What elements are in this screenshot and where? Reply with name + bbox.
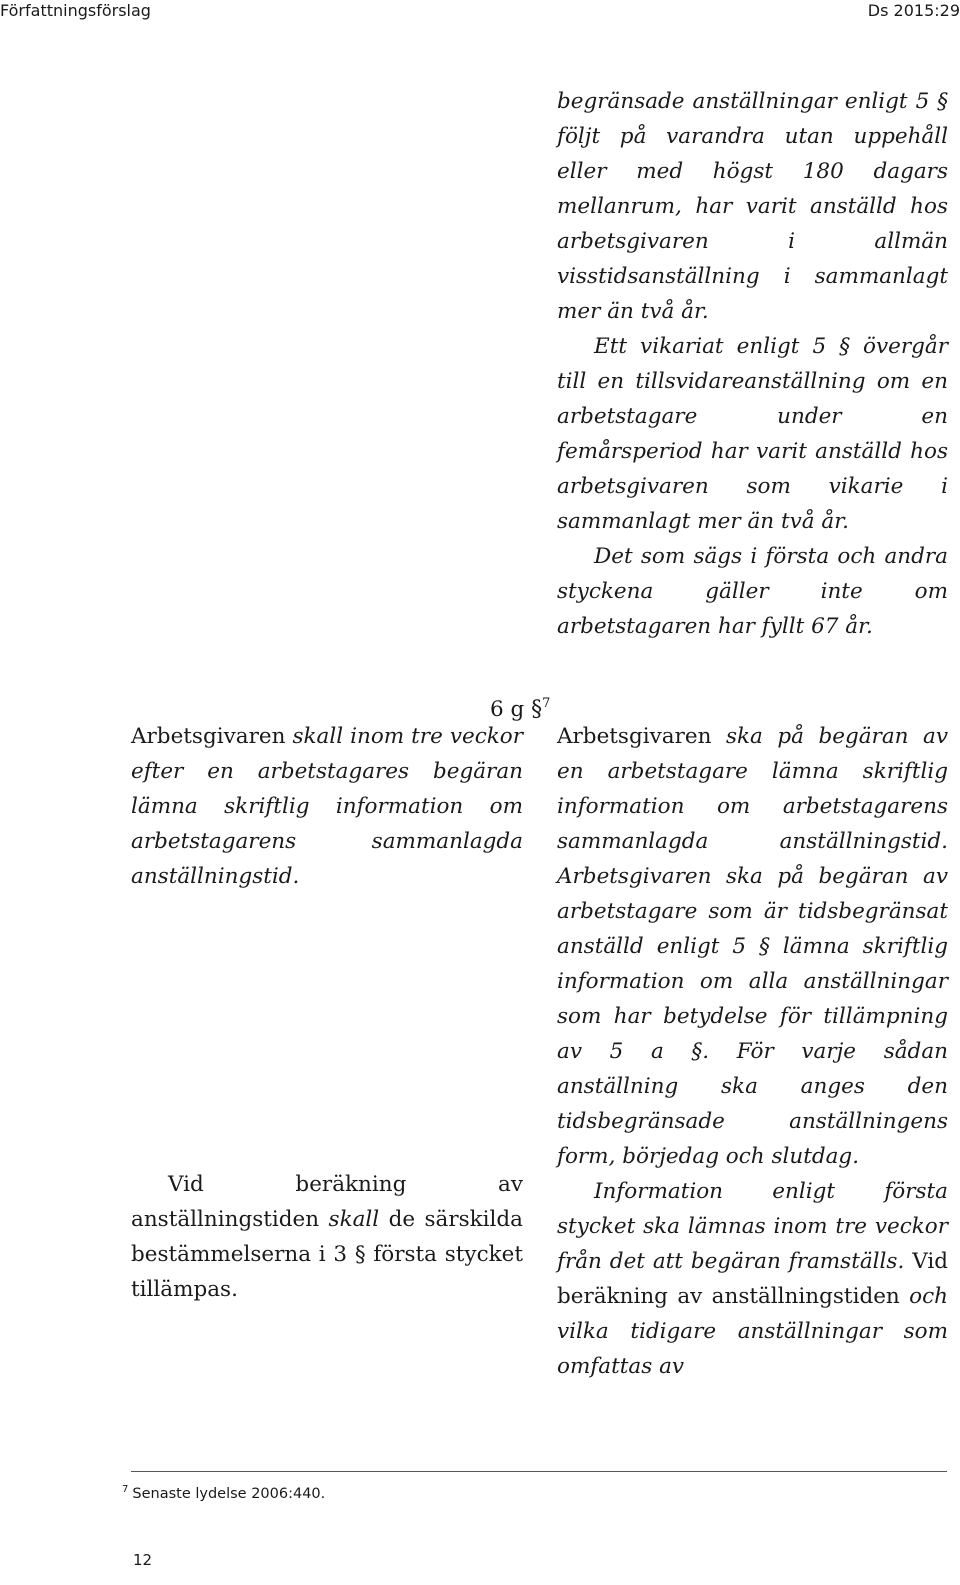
current-paragraph-2: Vid beräkning av anställningstiden skall de särskilda bestämmelserna i 3 § första stycket tillämpas. [131, 1172, 523, 1302]
proposed-paragraph-2: Information enligt första stycket ska lämnas inom tre veckor från det att begäran framställs. Vid beräkning av anställningstiden och vilka tidigare anställningar som omfattas av [557, 1179, 949, 1379]
footnote-ref: 7 [542, 696, 551, 711]
page-number: 12 [133, 1551, 153, 1569]
right-column-continuation [557, 84, 948, 644]
section-number: 6 g [490, 697, 525, 722]
right-column-proposed-text [557, 719, 948, 1384]
continuation-paragraph: begränsade anställningar enligt 5 § följt på varandra utan uppehåll eller med högst 180 dagars mellanrum, har varit anställd hos arbetsgivaren i allmän visstidsanställning i sammanlagt mer än två år. [557, 89, 948, 324]
footnote-number: 7 [122, 1484, 129, 1495]
vikariat-paragraph: Ett vikariat enligt 5 § övergår till en tillsvidareanställning om en arbetstagare under en femårsperiod har varit anställd hos arbetsgivaren som vikarie i sammanlagt mer än två år. [557, 334, 948, 534]
section-symbol: § [531, 697, 543, 722]
left-column-current-text [131, 719, 523, 894]
header-title: Författningsförslag [0, 1, 151, 20]
footnote-divider [131, 1471, 947, 1472]
proposed-paragraph-1: Arbetsgivaren ska på begäran av en arbetstagare lämna skriftlig information om arbetstagarens sammanlagda anställningstid. Arbetsgivaren ska på begäran av arbetstagare som är tidsbegränsat anställd enligt 5 § lämna skriftlig information om alla anställningar som har betydelse för tillämpning av 5 a §. För varje sådan anställning ska anges den tidsbegränsade anställningens form, börjedag och slutdag. [557, 724, 948, 1169]
footnote-text: Senaste lydelse 2006:440. [132, 1486, 326, 1502]
left-column-calculation [131, 1167, 523, 1307]
header-report-number: Ds 2015:29 [867, 1, 960, 20]
running-header [0, 0, 960, 20]
age-exception-paragraph: Det som sägs i första och andra styckena gäller inte om arbetstagaren har fyllt 67 år. [557, 544, 948, 639]
footnote [122, 1484, 325, 1502]
current-paragraph-1: Arbetsgivaren skall inom tre veckor efter en arbetstagares begäran lämna skriftlig information om arbetstagarens sammanlagda anställningstid. [131, 724, 523, 889]
